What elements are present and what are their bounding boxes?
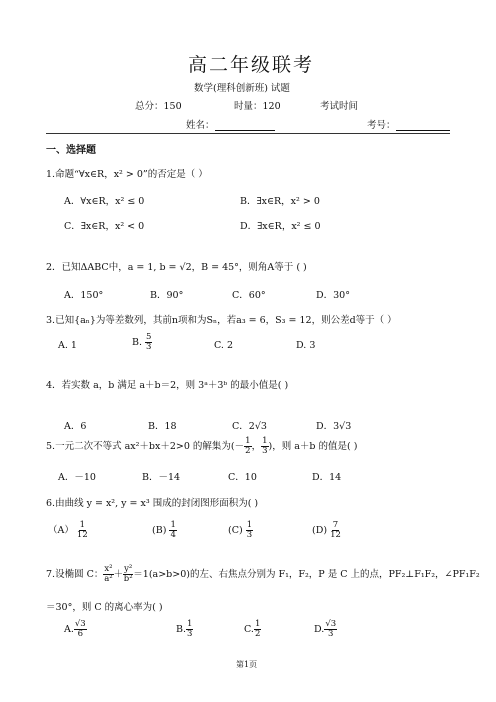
exam-time-label: 考试时间 (320, 101, 359, 112)
fraction-numerator: 7 (332, 520, 339, 530)
q4-option-a: A．6 (64, 421, 87, 432)
q3-option-b-fraction (145, 333, 152, 352)
fraction-denominator: 12 (76, 530, 88, 540)
q6-option-d-label: (D) (312, 525, 328, 536)
q5-option-a: A．－10 (58, 472, 96, 483)
q6-option-b (152, 521, 177, 540)
q7-plus-sign: ＋ (113, 569, 124, 580)
q2-option-a: A．150° (64, 290, 104, 301)
fraction-denominator: b² (123, 574, 133, 584)
q3-option-d: D. 3 (296, 340, 316, 351)
q6-option-a (48, 521, 88, 540)
q2-option-b: B．90° (150, 290, 184, 301)
fraction-numerator: √3 (74, 619, 86, 629)
q7-option-a (64, 620, 87, 639)
q6-option-c-fraction (246, 521, 253, 540)
q7-option-b (176, 620, 193, 639)
q7-option-c-fraction (254, 620, 261, 639)
q7-stem (46, 565, 480, 584)
total-score: 总分：150 (135, 101, 182, 112)
name-blank[interactable] (215, 120, 275, 131)
fraction-denominator: 3 (187, 629, 193, 639)
page-subtitle: 数学(理科创新班) 试题 (194, 83, 290, 94)
q1-option-a: A．∀x∈R，x² ≤ 0 (64, 196, 145, 207)
fraction-numerator: 1 (254, 619, 261, 629)
q6-option-a-label: （A） (48, 525, 74, 536)
fraction-numerator: 1 (262, 436, 268, 446)
q2-option-d: D．30° (316, 290, 350, 301)
name-label: 姓名： (186, 120, 215, 131)
page-number: 第1页 (236, 660, 258, 669)
q4-stem: 4．若实数 a，b 满足 a＋b＝2，则 3ᵃ＋3ᵇ 的最小值是( ) (46, 380, 289, 391)
fraction-numerator: 1 (245, 436, 251, 446)
q7-option-b-label: B. (176, 624, 187, 635)
fraction-denominator: 12 (330, 530, 341, 540)
q7-option-c (244, 620, 261, 639)
q5-fraction-1 (244, 437, 251, 456)
id-blank[interactable] (396, 120, 450, 131)
q5-option-d: D．14 (312, 472, 342, 483)
q7-option-a-fraction (74, 620, 87, 639)
q3-option-a: A. 1 (58, 340, 77, 351)
q6-stem: 6.由曲线 y = x², y = x³ 围成的封闭图形面积为( ) (46, 498, 259, 509)
fraction-denominator: 4 (170, 530, 176, 540)
q3-option-b-label: B. (132, 337, 143, 348)
id-field (367, 117, 450, 131)
fraction-denominator: 2 (245, 446, 251, 456)
q7-stem-end: ＝1(a>b>0)的左、右焦点分别为 F₁，F₂，P 是 C 上的点，PF₂⊥F₁F₂，∠PF₁F₂ (133, 569, 480, 580)
q5-stem (46, 437, 357, 456)
fraction-numerator: y² (124, 564, 133, 574)
fraction-numerator: 1 (170, 520, 176, 530)
q5-separator: ， (251, 441, 262, 452)
q7-ellipse-y-term (123, 565, 133, 584)
header-divider (46, 133, 450, 134)
fraction-numerator: 1 (79, 520, 86, 530)
q1-stem: 1.命题“∀x∈R，x² > 0”的否定是（ ） (46, 169, 208, 180)
q7-option-c-label: C. (244, 624, 254, 635)
q7-option-d-label: D. (314, 624, 325, 635)
q6-option-c-label: (C) (228, 525, 243, 536)
q7-stem-line-2: ＝30°，则 C 的离心率为( ) (46, 602, 163, 613)
fraction-denominator: 6 (77, 629, 84, 639)
q5-option-c: C．10 (228, 472, 257, 483)
q7-ellipse-x-term (103, 565, 113, 584)
fraction-denominator: a² (104, 574, 113, 584)
q4-option-b: B．18 (148, 421, 177, 432)
fraction-denominator: 3 (246, 530, 253, 540)
q5-stem-end: )，则 a＋b 的值是( ) (268, 441, 358, 452)
fraction-denominator: 3 (328, 629, 334, 639)
q5-fraction-2 (261, 437, 268, 456)
q7-option-d-fraction (324, 620, 337, 639)
fraction-numerator: √3 (325, 619, 337, 629)
fraction-denominator: 2 (254, 629, 261, 639)
section-title: 一、选择题 (46, 145, 96, 156)
q7-option-d (314, 620, 337, 639)
q6-option-d (312, 521, 341, 540)
q1-option-c: C．∃x∈R，x² < 0 (64, 221, 145, 232)
fraction-numerator: 1 (187, 619, 193, 629)
q6-option-d-fraction (330, 521, 341, 540)
q2-option-c: C．60° (232, 290, 266, 301)
fraction-numerator: x² (104, 564, 113, 574)
q1-option-b: B．∃x∈R，x² > 0 (240, 196, 320, 207)
page-title: 高二年级联考 (188, 54, 315, 76)
q7-option-b-fraction (186, 620, 193, 639)
id-label: 考号： (367, 120, 396, 131)
q4-option-d: D．3√3 (316, 421, 352, 432)
q3-option-b (132, 333, 152, 352)
q7-stem-start: 7.设椭圆 C： (46, 569, 104, 580)
q3-stem: 3.已知{aₙ}为等差数列，其前n项和为Sₙ，若a₃ = 6，S₃ = 12，则公差d等于（ ） (46, 315, 397, 326)
q6-option-b-label: (B) (152, 525, 167, 536)
q6-option-a-fraction (77, 521, 88, 540)
q7-option-a-label: A. (64, 624, 74, 635)
fraction-numerator: 1 (246, 520, 253, 530)
q2-stem: 2．已知ΔABC中，a = 1, b = √2，B = 45°，则角A等于 ( ) (46, 262, 307, 273)
q6-option-c (228, 521, 253, 540)
fraction-denominator: 3 (262, 446, 268, 456)
q1-option-d: D．∃x∈R，x² ≤ 0 (240, 221, 321, 232)
q6-option-b-fraction (169, 521, 176, 540)
q3-option-c: C. 2 (214, 340, 234, 351)
fraction-numerator: 5 (146, 332, 152, 342)
q4-option-c: C．2√3 (232, 421, 267, 432)
q5-stem-start: 5.一元二次不等式 ax²＋bx＋2>0 的解集为(－ (46, 441, 245, 452)
q5-option-b: B．－14 (142, 472, 181, 483)
fraction-denominator: 3 (146, 342, 152, 352)
time-allowed: 时量：120 (234, 101, 281, 112)
name-field (186, 117, 275, 131)
